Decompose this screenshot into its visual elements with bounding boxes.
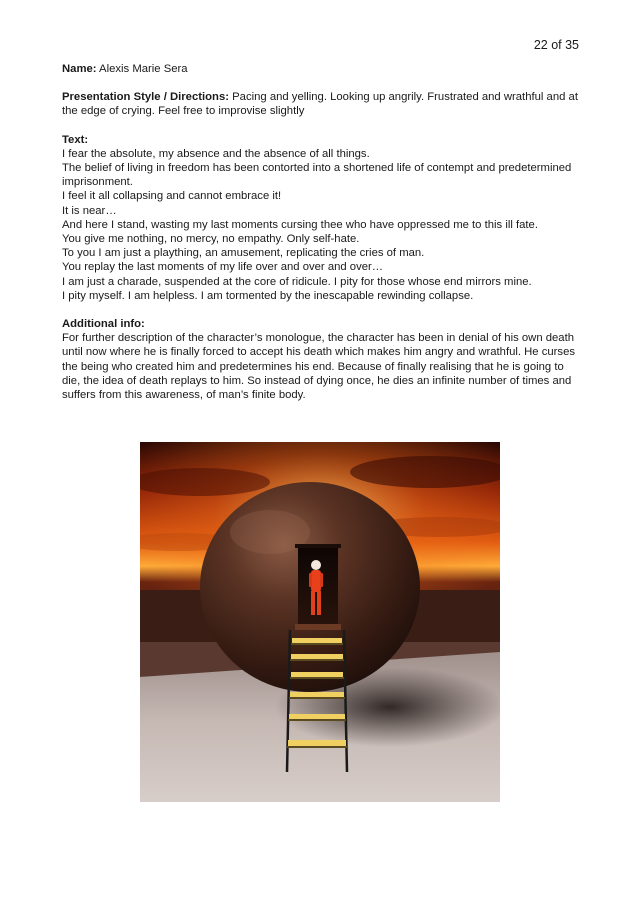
name-line — [62, 62, 582, 76]
name-label: Name: — [62, 63, 97, 75]
page-number: 22 of 35 — [533, 38, 579, 52]
monologue-line: I feel it all collapsing and cannot embrace it! — [62, 190, 282, 203]
monologue-line: And here I stand, wasting my last moments cursing thee who have oppressed me to this ill fate. — [62, 218, 538, 231]
text-heading: Text: — [62, 133, 89, 146]
additional-heading: Additional info: — [62, 318, 145, 331]
presentation-value: Pacing and yelling. Looking up angrily. Frustrated and wrathful and at the edge of crying. Feel free to improvise slightly — [62, 91, 578, 118]
monologue-line: I am just a charade, suspended at the core of ridicule. I pity for those whose end mirrors mine. — [62, 275, 532, 288]
monologue-line: To you I am just a plaything, an amusement, replicating the cries of man. — [62, 247, 425, 260]
monologue-line: I fear the absolute, my absence and the absence of all things. — [62, 147, 370, 160]
presentation-paragraph — [62, 90, 582, 118]
monologue-line: You replay the last moments of my life over and over and over… — [62, 261, 384, 274]
name-value: Alexis Marie Sera — [99, 63, 188, 75]
monologue-line: You give me nothing, no mercy, no empathy. Only self-hate. — [62, 233, 360, 246]
document-body — [62, 62, 582, 402]
monologue-line: I pity myself. I am helpless. I am tormented by the inescapable rewinding collapse. — [62, 289, 474, 302]
sphere-artwork — [140, 442, 500, 802]
presentation-label: Presentation Style / Directions: — [62, 91, 229, 104]
monologue-line: It is near… — [62, 204, 117, 217]
additional-paragraph: For further description of the character’s monologue, the character has been in denial of his own death until now where he is finally forced to accept his death which makes him angry and wrathful. He curses the being who created him and predetermines his end. Because of finally realising that he is going to die, the idea of death replays to him. So instead of dying once, he dies an infinite number of times and suffers from this awareness, of man’s finite body. — [62, 332, 576, 402]
monologue-text — [62, 147, 582, 303]
monologue-line: The belief of living in freedom has been contorted into a shortened life of contempt and predetermined imprisonment. — [62, 162, 572, 189]
